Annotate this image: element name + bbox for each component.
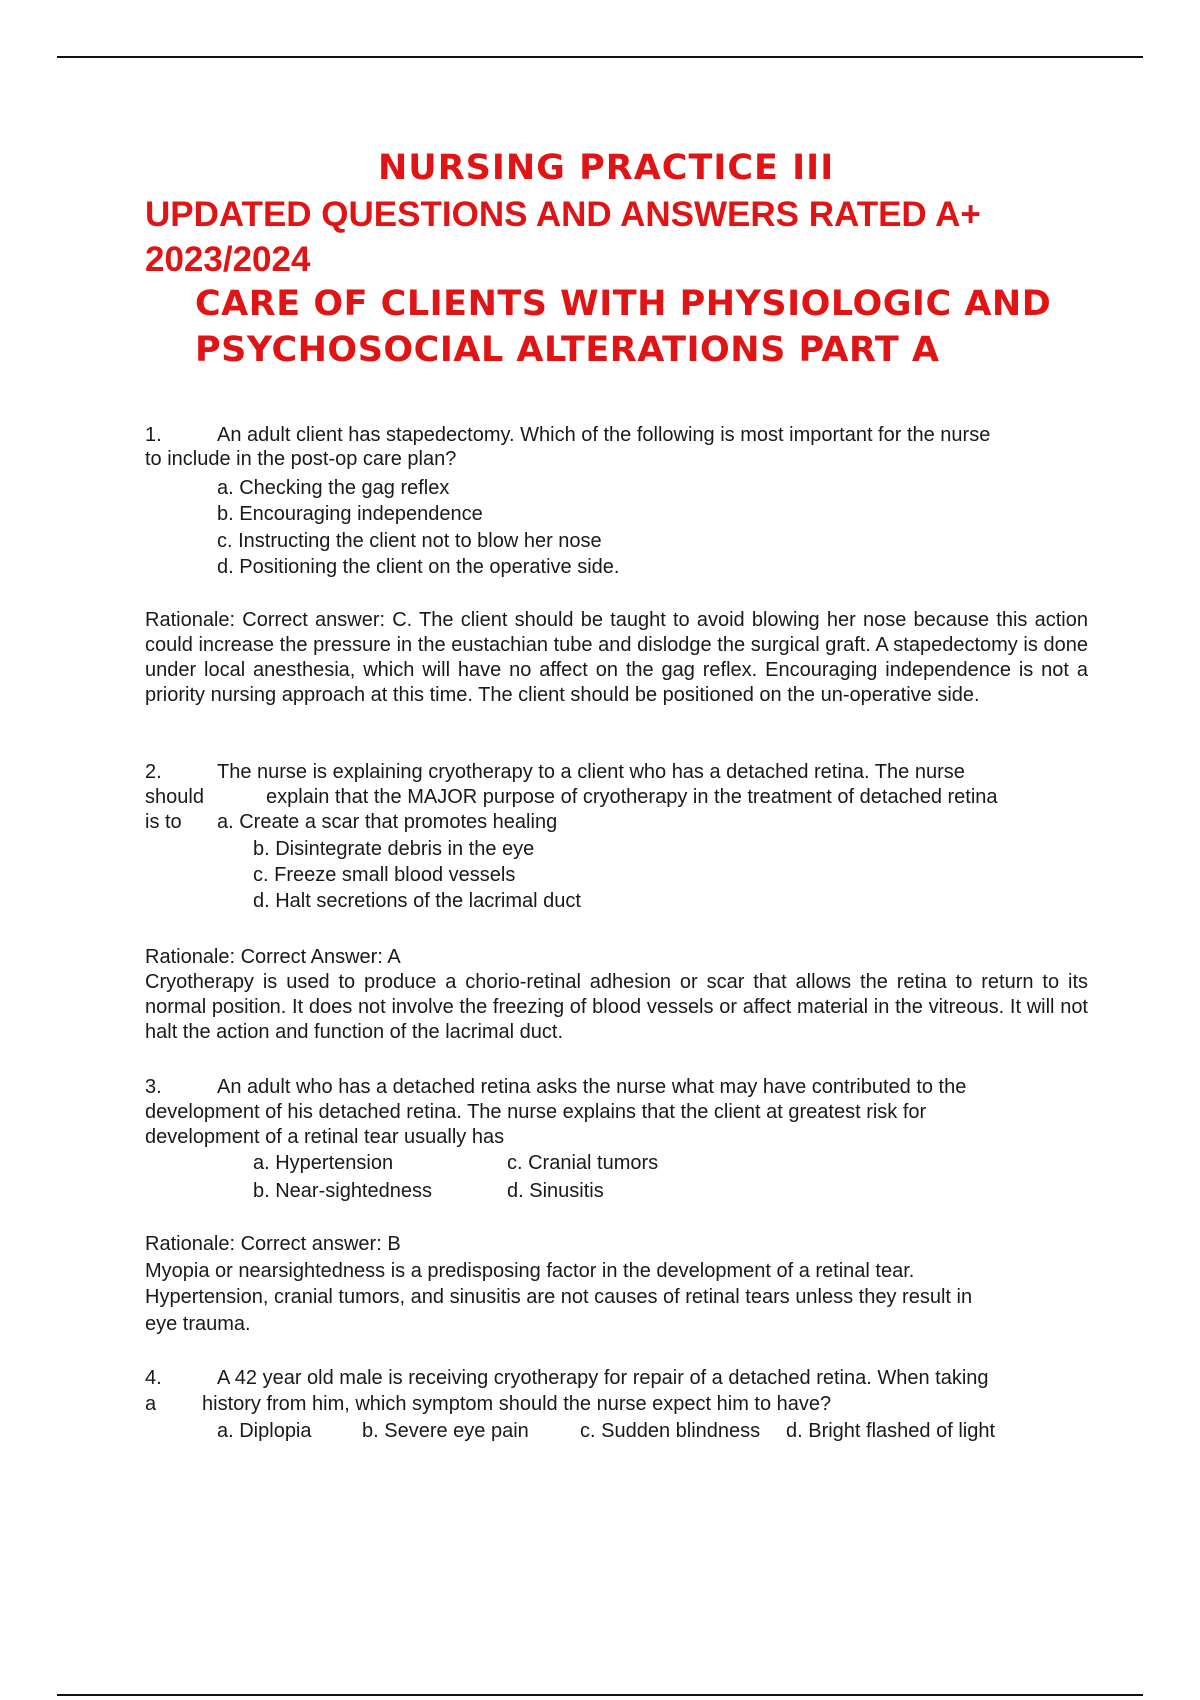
q4-option-d: d. Bright flashed of light xyxy=(786,1420,996,1442)
q3-number: 3. xyxy=(145,1076,162,1098)
q4-stem-a: a xyxy=(145,1393,157,1415)
q1-option-c: c. Instructing the client not to blow her nose xyxy=(217,530,602,552)
q3-option-a: a. Hypertension xyxy=(253,1152,394,1174)
q2-stem-should: should xyxy=(145,786,204,808)
q2-option-a: a. Create a scar that promotes healing xyxy=(217,811,558,833)
q1-rationale: Rationale: Correct answer: C. The client should be taught to avoid blowing her nose because this action could increase the pressure in the eustachian tube and dislodge the surgical graft. A stapedectomy is done under local anesthesia, which will have no affect on the gag reflex. Encouraging independence is not a priority nursing approach at this time. The client should be positioned on the un-operative side. xyxy=(145,609,1088,706)
q4-option-a: a. Diplopia xyxy=(217,1420,312,1442)
q2-option-c: c. Freeze small blood vessels xyxy=(253,864,516,886)
q1-stem-line2: to include in the post-op care plan? xyxy=(145,448,457,470)
doc-title-topic-line2: PSYCHOSOCIAL ALTERATIONS PART A xyxy=(195,330,940,370)
q2-stem-isto: is to xyxy=(145,811,182,833)
q1-stem-line1: 1. An adult client has stapedectomy. Which of the following is most important for the nurse xyxy=(145,424,991,446)
q3-stem-line1: 3. An adult who has a detached retina asks the nurse what may have contributed to the xyxy=(145,1076,967,1098)
q1-option-a: a. Checking the gag reflex xyxy=(217,477,450,499)
q2-rationale-head: Rationale: Correct Answer: A xyxy=(145,946,401,968)
q2-stem-line2: explain that the MAJOR purpose of cryotherapy in the treatment of detached retina xyxy=(266,786,998,808)
doc-title-year: 2023/2024 xyxy=(145,240,311,279)
top-rule xyxy=(57,56,1143,58)
q2-option-d: d. Halt secretions of the lacrimal duct xyxy=(253,890,581,912)
q3-option-c: c. Cranial tumors xyxy=(507,1152,659,1174)
q4-option-c: c. Sudden blindness xyxy=(580,1420,761,1442)
q3-stem-line2: development of his detached retina. The nurse explains that the client at greatest risk for xyxy=(145,1101,927,1123)
q4-number: 4. xyxy=(145,1367,162,1389)
q3-rationale-line1: Myopia or nearsightedness is a predisposing factor in the development of a retinal tear. xyxy=(145,1260,915,1282)
q2-rationale: Cryotherapy is used to produce a chorio-retinal adhesion or scar that allows the retina to return to its normal position. It does not involve the freezing of blood vessels or affect material in the vitreous. It will not halt the action and function of the lacrimal duct. xyxy=(145,971,1088,1043)
q2-number: 2. xyxy=(145,761,162,783)
doc-title-subtitle: UPDATED QUESTIONS AND ANSWERS RATED A+ xyxy=(145,195,981,234)
q3-rationale-line2: Hypertension, cranial tumors, and sinusitis are not causes of retinal tears unless they result in xyxy=(145,1286,973,1308)
doc-title-topic-line1: CARE OF CLIENTS WITH PHYSIOLOGIC AND xyxy=(195,284,1052,324)
q1-option-d: d. Positioning the client on the operative side. xyxy=(217,556,620,578)
bottom-rule xyxy=(57,1694,1143,1696)
q3-rationale-line3: eye trauma. xyxy=(145,1313,251,1335)
q4-option-b: b. Severe eye pain xyxy=(362,1420,529,1442)
q2-stem-line1: 2. The nurse is explaining cryotherapy to a client who has a detached retina. The nurse xyxy=(145,761,965,783)
q4-stem-line1: 4. A 42 year old male is receiving cryotherapy for repair of a detached retina. When taking xyxy=(145,1367,989,1389)
q4-stem-line2: history from him, which symptom should the nurse expect him to have? xyxy=(202,1393,832,1415)
q3-stem-line3: development of a retinal tear usually has xyxy=(145,1126,505,1148)
q1-option-b: b. Encouraging independence xyxy=(217,503,483,525)
q3-rationale-head: Rationale: Correct answer: B xyxy=(145,1233,401,1255)
q1-number: 1. xyxy=(145,424,162,446)
q2-option-b: b. Disintegrate debris in the eye xyxy=(253,838,535,860)
q3-option-d: d. Sinusitis xyxy=(507,1180,604,1202)
doc-title-course: NURSING PRACTICE III xyxy=(378,148,835,188)
q3-option-b: b. Near-sightedness xyxy=(253,1180,432,1202)
